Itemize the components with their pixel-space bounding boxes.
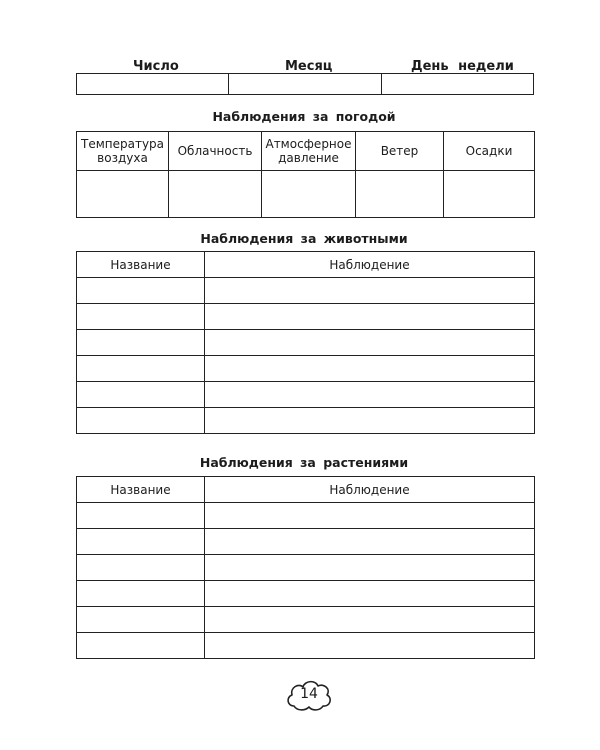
table-row bbox=[77, 529, 535, 555]
plant-observation-cell[interactable] bbox=[205, 607, 535, 633]
plant-name-cell[interactable] bbox=[77, 581, 205, 607]
table-row bbox=[77, 607, 535, 633]
day-label: Число bbox=[133, 59, 179, 74]
animals-section-title: Наблюдения за животными bbox=[200, 231, 408, 246]
table-row bbox=[77, 503, 535, 529]
table-row bbox=[77, 278, 535, 304]
weather-table bbox=[76, 131, 535, 218]
table-row bbox=[77, 555, 535, 581]
table-row bbox=[77, 330, 535, 356]
weather-header-cloudiness: Облачность bbox=[169, 132, 262, 171]
weather-cell-precipitation[interactable] bbox=[444, 171, 535, 218]
table-row bbox=[77, 382, 535, 408]
animal-observation-cell[interactable] bbox=[205, 278, 535, 304]
animal-name-cell[interactable] bbox=[77, 330, 205, 356]
table-row bbox=[77, 408, 535, 434]
month-label: Месяц bbox=[285, 59, 333, 74]
animals-name-header: Название bbox=[77, 252, 205, 278]
weather-cell-cloudiness[interactable] bbox=[169, 171, 262, 218]
plant-name-cell[interactable] bbox=[77, 607, 205, 633]
weather-cell-temperature[interactable] bbox=[77, 171, 169, 218]
weather-header-wind: Ветер bbox=[356, 132, 444, 171]
weather-section-title: Наблюдения за погодой bbox=[212, 109, 396, 124]
plant-name-cell[interactable] bbox=[77, 529, 205, 555]
weather-cell-pressure[interactable] bbox=[262, 171, 356, 218]
weekday-field[interactable] bbox=[381, 74, 533, 95]
plant-name-cell[interactable] bbox=[77, 555, 205, 581]
animal-name-cell[interactable] bbox=[77, 408, 205, 434]
animal-observation-cell[interactable] bbox=[205, 304, 535, 330]
weather-header-pressure: Атмосферное давление bbox=[262, 132, 356, 171]
plant-observation-cell[interactable] bbox=[205, 633, 535, 659]
plant-observation-cell[interactable] bbox=[205, 529, 535, 555]
plants-observation-header: Наблюдение bbox=[205, 477, 535, 503]
plants-table bbox=[76, 476, 535, 659]
weather-header-temperature: Температура воздуха bbox=[77, 132, 169, 171]
animal-name-cell[interactable] bbox=[77, 278, 205, 304]
weather-header-precipitation: Осадки bbox=[444, 132, 535, 171]
plant-observation-cell[interactable] bbox=[205, 581, 535, 607]
plants-section-title: Наблюдения за растениями bbox=[199, 455, 409, 470]
animal-observation-cell[interactable] bbox=[205, 408, 535, 434]
plant-observation-cell[interactable] bbox=[205, 503, 535, 529]
page-number: 14 bbox=[300, 686, 318, 702]
plant-name-cell[interactable] bbox=[77, 633, 205, 659]
date-table bbox=[76, 73, 534, 95]
table-row bbox=[77, 356, 535, 382]
table-row bbox=[77, 581, 535, 607]
table-row bbox=[77, 304, 535, 330]
animals-table bbox=[76, 251, 535, 434]
weekday-label: День недели bbox=[411, 59, 514, 74]
plant-observation-cell[interactable] bbox=[205, 555, 535, 581]
animals-observation-header: Наблюдение bbox=[205, 252, 535, 278]
animal-observation-cell[interactable] bbox=[205, 382, 535, 408]
month-field[interactable] bbox=[229, 74, 381, 95]
animal-name-cell[interactable] bbox=[77, 356, 205, 382]
animal-name-cell[interactable] bbox=[77, 304, 205, 330]
day-field[interactable] bbox=[77, 74, 229, 95]
weather-cell-wind[interactable] bbox=[356, 171, 444, 218]
animal-name-cell[interactable] bbox=[77, 382, 205, 408]
animal-observation-cell[interactable] bbox=[205, 356, 535, 382]
table-row bbox=[77, 633, 535, 659]
animal-observation-cell[interactable] bbox=[205, 330, 535, 356]
plants-name-header: Название bbox=[77, 477, 205, 503]
plant-name-cell[interactable] bbox=[77, 503, 205, 529]
